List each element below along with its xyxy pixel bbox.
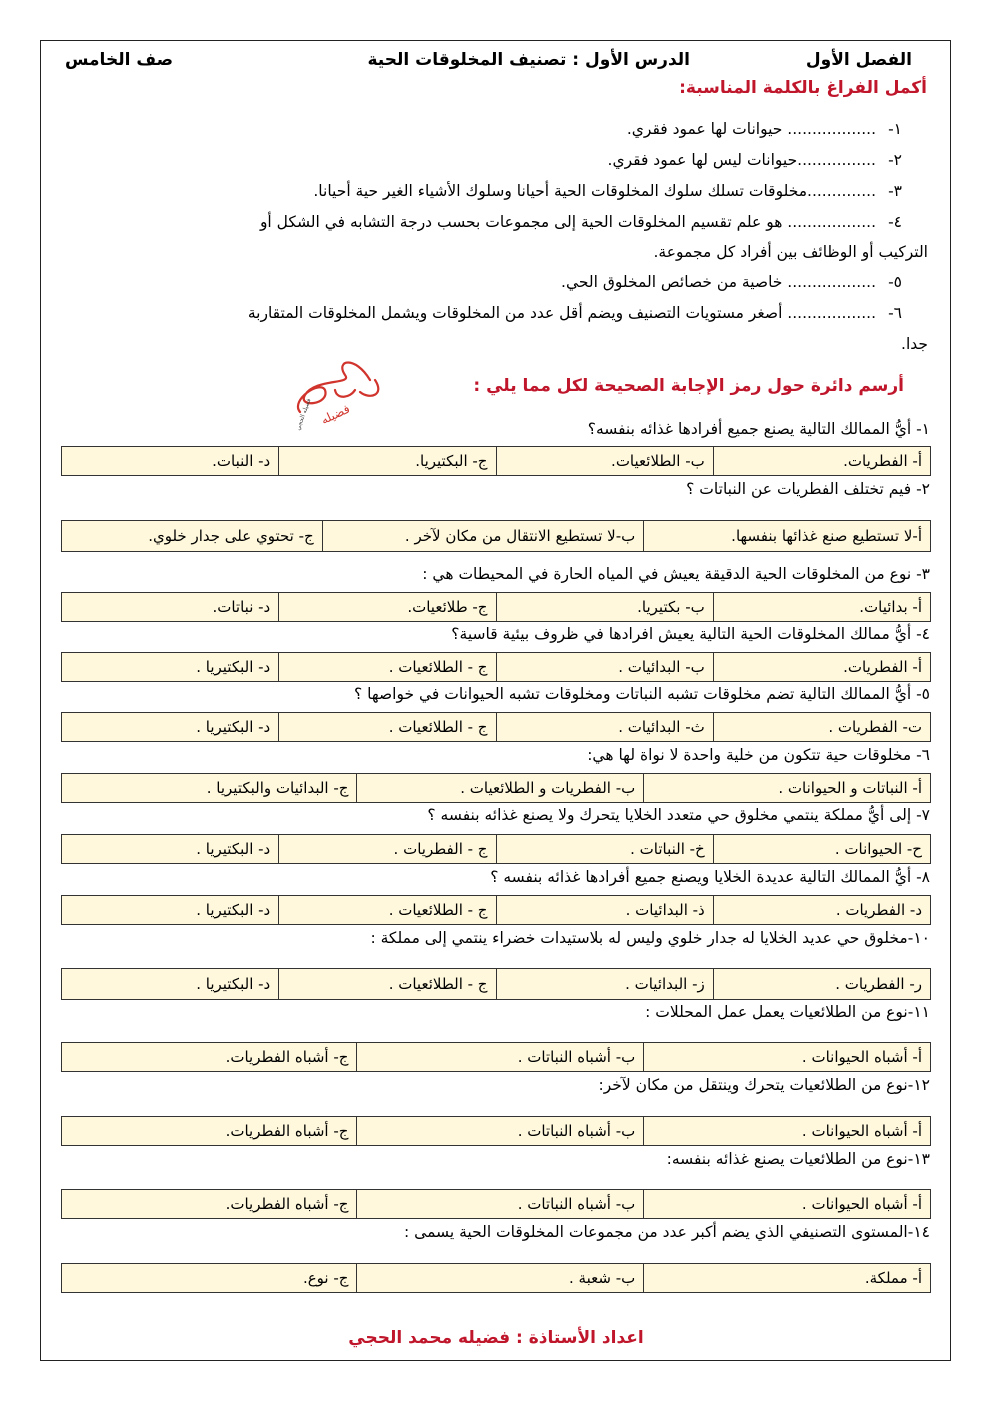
signature-subtext: فضيله الحجي (294, 397, 313, 432)
option[interactable]: ج- تحتوي على جدار خلوي. (62, 521, 323, 552)
question-10: ١٠-مخلوق حي عديد الخلايا له جدار خلوي وليس له بلاستيدات خضراء ينتمي إلى مملكة : (370, 929, 930, 947)
fill-item-continuation: جدا. (901, 335, 928, 353)
option[interactable]: ب- أشباه النباتات . (357, 1043, 644, 1072)
question-12: ١٢-نوع من الطلائعيات يتحرك وينتقل من مكان لآخر: (598, 1076, 930, 1094)
option[interactable]: أ- الفطريات. (713, 447, 930, 476)
option[interactable]: ج - الطلائعيات . (279, 969, 496, 1000)
options-row-5 (61, 712, 931, 742)
options-row-12 (61, 1116, 931, 1146)
option[interactable]: ج - الطلائعيات . (279, 896, 496, 925)
option[interactable]: ب- أشباه النباتات . (357, 1117, 644, 1146)
signature-text: فضيله (318, 401, 352, 428)
question-5: ٥- أيُّ الممالك التالية تضم مخلوقات تشبه النباتات ومخلوقات تشبه الحيوانات في خواصها ؟ (353, 685, 930, 703)
question-1: ١- أيُّ الممالك التالية يصنع جميع أفرادها غذائه بنفسه؟ (587, 420, 930, 438)
signature-scribble (275, 350, 395, 435)
option[interactable]: ج- أشباه الفطريات. (62, 1190, 357, 1219)
options-row-2 (61, 520, 931, 552)
option[interactable]: أ- أشباه الحيوانات . (644, 1190, 931, 1219)
options-row-10 (61, 968, 931, 1000)
option[interactable]: د- البكتيريا . (62, 896, 279, 925)
author-credit: اعداد الأستاذة : فضيله محمد الحجي (348, 1328, 644, 1348)
option[interactable]: ج- طلائعيات. (279, 593, 496, 622)
option[interactable]: ب- بكتيريا. (496, 593, 713, 622)
chapter-title: الفصل الأول (805, 50, 912, 70)
question-7: ٧- إلى أيُّ مملكة ينتمي مخلوق حي متعدد الخلايا يتحرك ولا يصنع غذائه بنفسه ؟ (427, 806, 930, 824)
options-row-8 (61, 895, 931, 925)
option[interactable]: ج - الطلائعيات . (279, 653, 496, 682)
question-14: ١٤-المستوى التصنيفي الذي يضم أكبر عدد من مجموعات المخلوقات الحية يسمى : (404, 1223, 930, 1241)
fill-item: ٣-..............مخلوقات تسلك سلوك المخلوقات الحية أحيانا وسلوك الأشياء الغير حية أحيانا. (313, 182, 902, 200)
option[interactable]: ج - الطلائعيات . (279, 713, 496, 742)
option[interactable]: د- البكتيريا . (62, 835, 279, 864)
option[interactable]: د- الفطريات . (713, 896, 930, 925)
question-11: ١١-نوع من الطلائعيات يعمل عمل المحللات : (645, 1003, 930, 1021)
option[interactable]: أ- أشباه الحيوانات . (644, 1043, 931, 1072)
section2-title: أرسم دائرة حول رمز الإجابة الصحيحة لكل مما يلي : (473, 376, 904, 396)
grade-label: صف الخامس (65, 50, 173, 70)
option[interactable]: أ- مملكة. (644, 1264, 931, 1293)
option[interactable]: ج - الفطريات . (279, 835, 496, 864)
option[interactable]: ت- الفطريات . (713, 713, 930, 742)
option[interactable]: ر- الفطريات . (713, 969, 930, 1000)
fill-item: ٦-.................. أصغر مستويات التصنيف ويضم أقل عدد من المخلوقات ويشمل المخلوقات المتقاربة (247, 304, 902, 322)
option[interactable]: ب- البدائيات . (496, 653, 713, 682)
question-13: ١٣-نوع من الطلائعيات يصنع غذائه بنفسه: (666, 1150, 930, 1168)
option[interactable]: أ-لا تستطيع صنع غذائها بنفسها. (644, 521, 931, 552)
fill-item: ٥-.................. خاصية من خصائص المخلوق الحي. (561, 273, 902, 291)
fill-item: ٢-................حيوانات ليس لها عمود فقري. (607, 151, 902, 169)
option[interactable]: أ- النباتات و الحيوانات . (644, 774, 931, 803)
lesson-title: الدرس الأول : تصنيف المخلوقات الحية (367, 50, 690, 70)
options-row-14 (61, 1263, 931, 1293)
options-row-7 (61, 834, 931, 864)
options-row-6 (61, 773, 931, 803)
question-4: ٤- أيُّ ممالك المخلوقات الحية التالية يعيش افرادها في ظروف بيئية قاسية؟ (451, 625, 930, 643)
option[interactable]: د- البكتيريا . (62, 653, 279, 682)
question-6: ٦- مخلوقات حية تتكون من خلية واحدة لا نواة لها هي: (587, 746, 930, 764)
option[interactable]: ب- شعبة . (357, 1264, 644, 1293)
option[interactable]: ب- أشباه النباتات . (357, 1190, 644, 1219)
option[interactable]: د- النبات. (62, 447, 279, 476)
option[interactable]: د- البكتيريا . (62, 969, 279, 1000)
option[interactable]: ذ- البدائيات . (496, 896, 713, 925)
option[interactable]: ج- البدائيات والبكتيريا . (62, 774, 357, 803)
fill-item: ١-.................. حيوانات لها عمود فقري. (626, 120, 902, 138)
option[interactable]: أ- الفطريات. (713, 653, 930, 682)
option[interactable]: ج- أشباه الفطريات. (62, 1117, 357, 1146)
options-row-13 (61, 1189, 931, 1219)
option[interactable]: أ- أشباه الحيوانات . (644, 1117, 931, 1146)
options-row-1 (61, 446, 931, 476)
fill-item: ٤-.................. هو علم تقسيم المخلوقات الحية إلى مجموعات بحسب درجة التشابه في الشكل أو (259, 213, 902, 231)
option[interactable]: ب- الفطريات و الطلائعيات . (357, 774, 644, 803)
option[interactable]: د- نباتات. (62, 593, 279, 622)
fill-item-continuation: التركيب أو الوظائف بين أفراد كل مجموعة. (653, 243, 928, 261)
options-row-11 (61, 1042, 931, 1072)
option[interactable]: ث- البدائيات . (496, 713, 713, 742)
option[interactable]: ج- أشباه الفطريات. (62, 1043, 357, 1072)
option[interactable]: خ- النباتات . (496, 835, 713, 864)
option[interactable]: ج- نوع. (62, 1264, 357, 1293)
option[interactable]: ب- الطلائعيات. (496, 447, 713, 476)
option[interactable]: ج- البكتيريا. (279, 447, 496, 476)
question-8: ٨- أيُّ الممالك التالية عديدة الخلايا ويصنع جميع أفرادها غذائه بنفسه ؟ (490, 868, 930, 886)
option[interactable]: أ- بدائيات. (713, 593, 930, 622)
question-3: ٣- نوع من المخلوقات الحية الدقيقة يعيش في المياه الحارة في المحيطات هي : (422, 565, 930, 583)
question-2: ٢- فيم تختلف الفطريات عن النباتات ؟ (686, 480, 930, 498)
option[interactable]: ز- البدائيات . (496, 969, 713, 1000)
option[interactable]: د- البكتيريا . (62, 713, 279, 742)
option[interactable]: ب-لا تستطيع الانتقال من مكان لآخر . (322, 521, 644, 552)
options-row-3 (61, 592, 931, 622)
section1-title: أكمل الفراغ بالكلمة المناسبة: (679, 78, 927, 98)
option[interactable]: ح- الحيوانات . (713, 835, 930, 864)
options-row-4 (61, 652, 931, 682)
